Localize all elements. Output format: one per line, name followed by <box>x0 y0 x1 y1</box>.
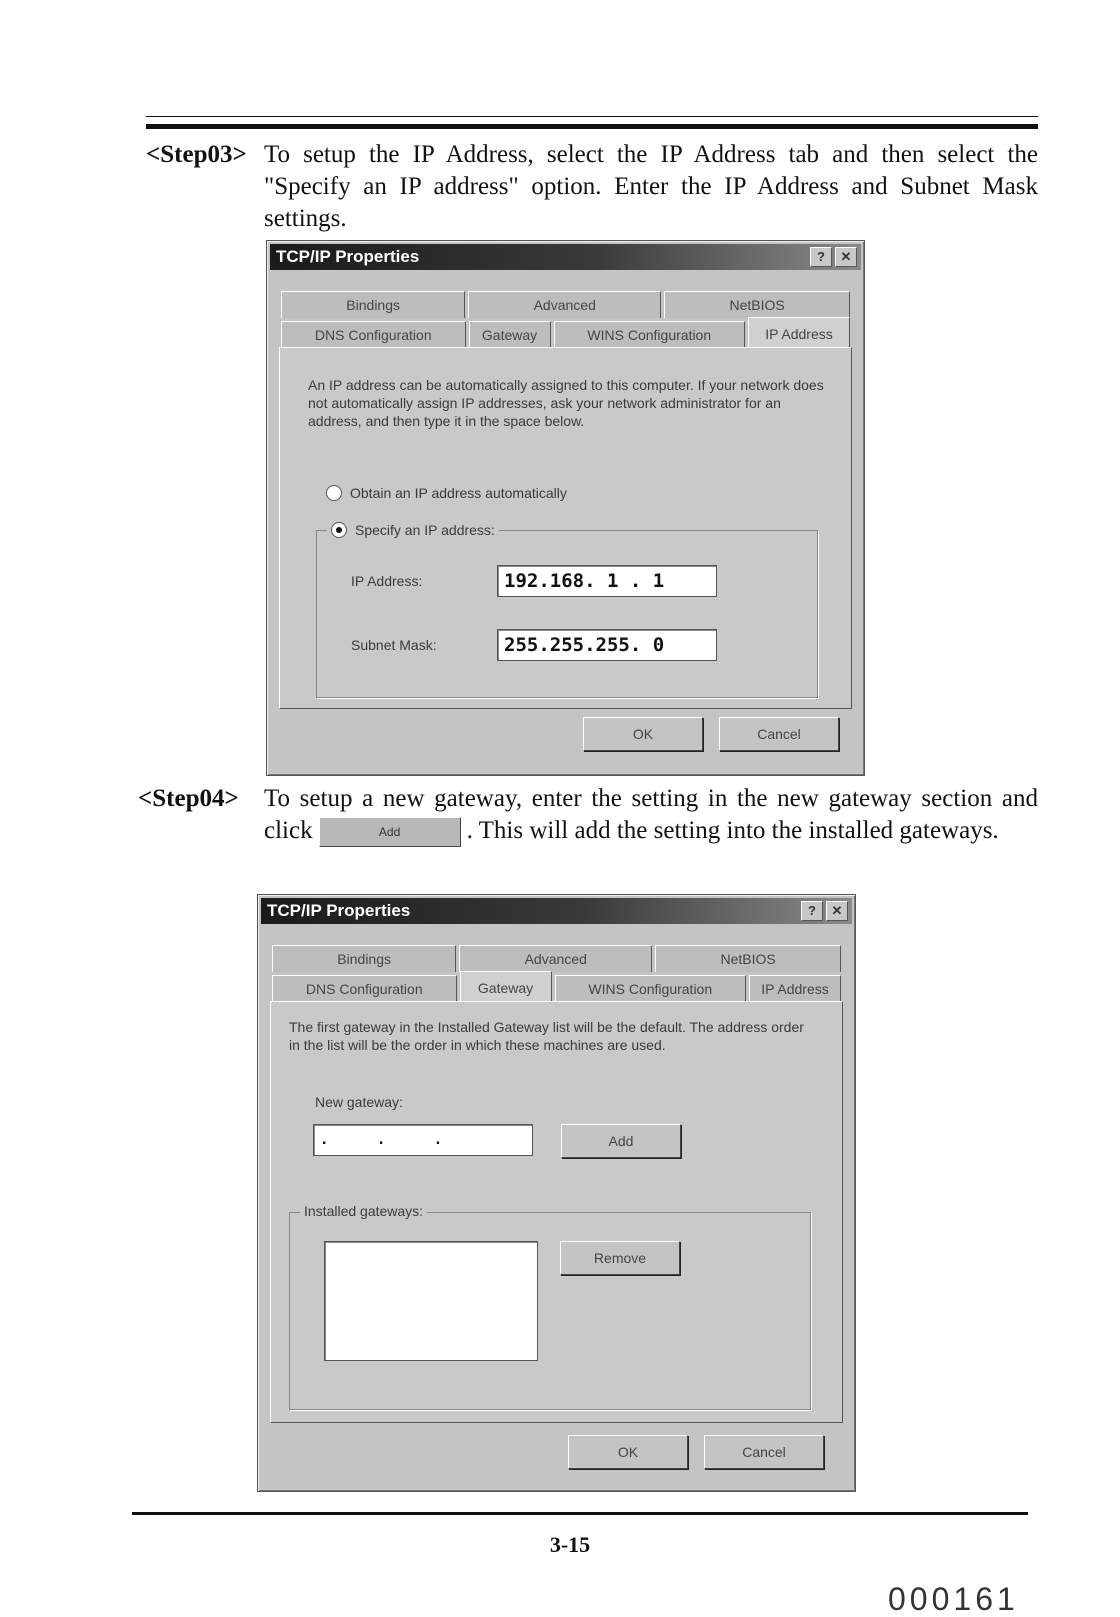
tab-dns-configuration[interactable]: DNS Configuration <box>281 321 466 348</box>
tab-bindings[interactable]: Bindings <box>272 945 456 972</box>
tcpip-dialog-gateway <box>257 894 856 1492</box>
inline-add-button: Add <box>319 817 461 847</box>
remove-button[interactable]: Remove <box>560 1241 680 1275</box>
bottom-rule <box>132 1512 1028 1515</box>
tab-row-top <box>281 291 850 318</box>
close-icon[interactable]: ✕ <box>826 901 848 921</box>
ok-button[interactable]: OK <box>583 717 703 751</box>
step03-tag: <Step03> <box>146 141 247 168</box>
new-gateway-input[interactable]: . . . <box>313 1124 533 1156</box>
tab-netbios[interactable]: NetBIOS <box>664 291 850 318</box>
step03-block <box>146 139 1038 239</box>
tab-netbios[interactable]: NetBIOS <box>655 945 841 972</box>
tab-ip-address[interactable]: IP Address <box>748 317 850 348</box>
ip-address-label: IP Address: <box>351 573 423 589</box>
tab-row-bottom <box>281 321 850 348</box>
radio-obtain-icon <box>326 485 342 501</box>
top-rule-thin <box>146 116 1038 117</box>
cancel-button[interactable]: Cancel <box>719 717 839 751</box>
radio-specify-icon <box>331 522 347 538</box>
dialog-title: TCP/IP Properties <box>276 247 420 266</box>
new-gateway-label: New gateway: <box>315 1094 403 1110</box>
tab-wins-configuration[interactable]: WINS Configuration <box>555 975 747 1002</box>
help-icon[interactable]: ? <box>810 247 832 267</box>
tab-gateway[interactable]: Gateway <box>460 971 552 1002</box>
installed-gateways-list[interactable] <box>324 1241 538 1361</box>
close-icon[interactable]: ✕ <box>835 247 857 267</box>
step03-text: To setup the IP Address, select the IP Address tab and then select the "Specify an IP address" option. Enter the IP Address and Subnet Mask settings. <box>264 141 1038 232</box>
tab-dns-configuration[interactable]: DNS Configuration <box>272 975 457 1002</box>
step04-text <box>264 783 1038 847</box>
specify-ip-group <box>316 522 818 698</box>
gateway-panel <box>270 1001 843 1423</box>
ip-address-input[interactable]: 192.168. 1 . 1 <box>497 565 717 597</box>
tab-advanced[interactable]: Advanced <box>459 945 652 972</box>
doc-number: 000161 <box>888 1581 1019 1617</box>
step04-text-before: To setup a new gateway, enter the setting in the new gateway section and click <box>264 785 1038 844</box>
tab-gateway[interactable]: Gateway <box>469 321 551 348</box>
dialog-title: TCP/IP Properties <box>267 901 411 920</box>
step04-text-after: . This will add the setting into the installed gateways. <box>466 817 999 844</box>
help-icon[interactable]: ? <box>801 901 823 921</box>
ip-description: An IP address can be automatically assigned to this computer. If your network does not automatically assign IP addresses, ask your network administrator for an address, and then type it in the space below. <box>308 377 824 429</box>
cancel-button[interactable]: Cancel <box>704 1435 824 1469</box>
tab-row-bottom <box>272 975 841 1002</box>
gateway-description: The first gateway in the Installed Gateway list will be the default. The address order in the list will be the order in which these machines are used. <box>289 1019 804 1053</box>
installed-gateways-group <box>289 1203 811 1410</box>
subnet-mask-label: Subnet Mask: <box>351 637 437 653</box>
radio-specify-label: Specify an IP address: <box>355 522 495 538</box>
step04-tag: <Step04> <box>138 785 239 812</box>
radio-specify-address[interactable] <box>327 521 499 541</box>
tab-ip-address[interactable]: IP Address <box>749 975 841 1002</box>
ip-address-panel <box>279 347 852 709</box>
ok-button[interactable]: OK <box>568 1435 688 1469</box>
tab-bindings[interactable]: Bindings <box>281 291 465 318</box>
radio-obtain-automatically[interactable] <box>326 484 567 502</box>
tab-wins-configuration[interactable]: WINS Configuration <box>554 321 746 348</box>
step04-block <box>138 783 1038 883</box>
tab-row-top <box>272 945 841 972</box>
tcpip-dialog-ip-address <box>266 240 865 776</box>
tab-advanced[interactable]: Advanced <box>468 291 661 318</box>
dialog-titlebar <box>270 244 861 270</box>
add-button[interactable]: Add <box>561 1124 681 1158</box>
installed-gateways-label: Installed gateways: <box>300 1203 427 1219</box>
radio-obtain-label: Obtain an IP address automatically <box>350 485 567 501</box>
top-rule-thick <box>146 124 1038 129</box>
subnet-mask-input[interactable]: 255.255.255. 0 <box>497 629 717 661</box>
dialog-titlebar <box>261 898 852 924</box>
page-number: 3-15 <box>549 1532 591 1557</box>
